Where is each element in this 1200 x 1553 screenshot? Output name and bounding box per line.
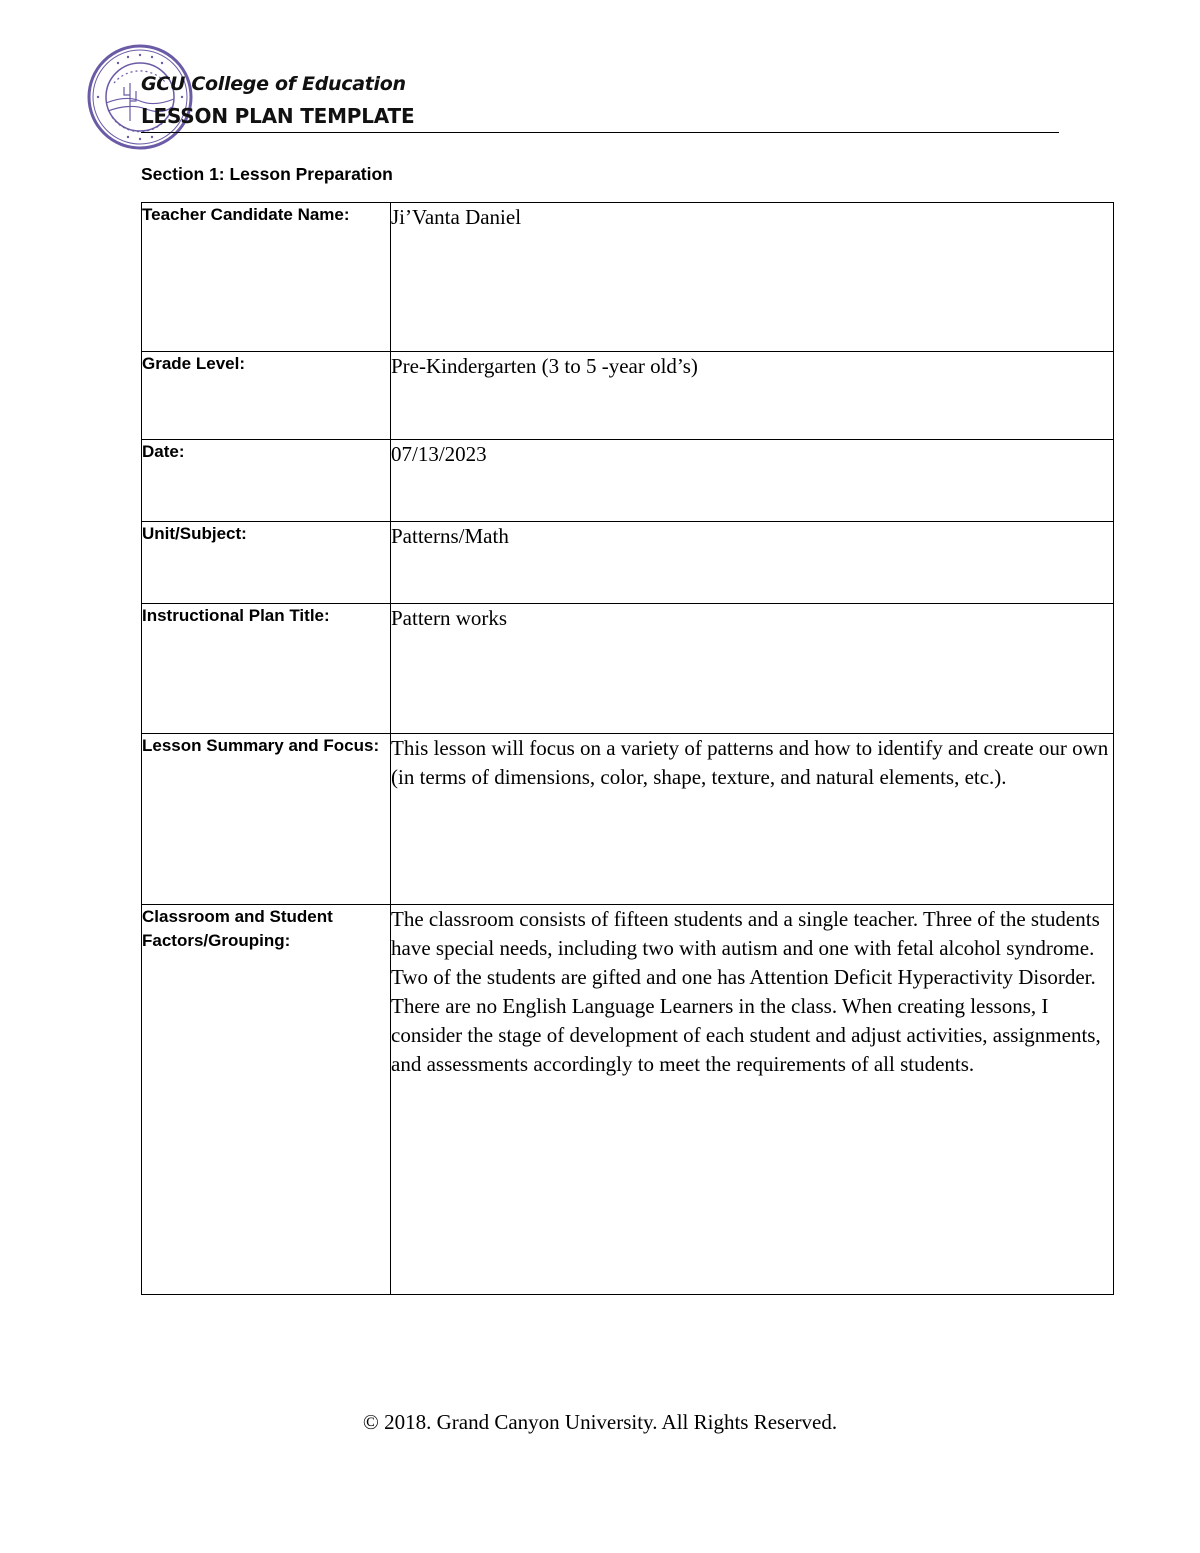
classroom-factors-value: The classroom consists of fifteen students and a single teacher. Three of the students have special needs, including two with autism and one with fetal alcohol syndrome. Two of the students are gifted and one has Attention Deficit Hyperactivity Disorder. There are no English Language Learners in the class. When creating lessons, I consider the stage of development of each student and adjust activities, assignments, and assessments accordingly to meet the requirements of all students.	[391, 905, 1114, 1295]
copyright-footer: © 2018. Grand Canyon University. All Rights Reserved.	[362, 1410, 838, 1434]
table-row	[142, 522, 1114, 604]
table-row	[142, 352, 1114, 440]
table-row	[142, 203, 1114, 352]
lesson-summary-label: Lesson Summary and Focus:	[142, 734, 391, 905]
table-row	[142, 440, 1114, 522]
unit-subject-label: Unit/Subject:	[142, 522, 391, 604]
lesson-summary-value: This lesson will focus on a variety of patterns and how to identify and create our own (in terms of dimensions, color, shape, texture, and natural elements, etc.).	[391, 734, 1114, 905]
unit-subject-value: Patterns/Math	[391, 522, 1114, 604]
date-label: Date:	[142, 440, 391, 522]
grade-level-label: Grade Level:	[142, 352, 391, 440]
college-name: GCU College of Education	[141, 73, 406, 95]
section-title: Section 1: Lesson Preparation	[141, 164, 393, 184]
lesson-preparation-table	[141, 202, 1114, 1295]
teacher-name-label: Teacher Candidate Name:	[142, 203, 391, 352]
date-value: 07/13/2023	[391, 440, 1114, 522]
university-seal-icon	[86, 43, 194, 151]
table-row	[142, 604, 1114, 734]
grade-level-value: Pre-Kindergarten (3 to 5 -year old’s)	[391, 352, 1114, 440]
plan-title-label: Instructional Plan Title:	[142, 604, 391, 734]
classroom-factors-label: Classroom and Student Factors/Grouping:	[142, 905, 391, 1295]
header-divider	[141, 132, 1059, 133]
teacher-name-value: Ji’Vanta Daniel	[391, 203, 1114, 352]
table-row	[142, 734, 1114, 905]
template-title: LESSON PLAN TEMPLATE	[141, 104, 415, 128]
table-row	[142, 905, 1114, 1295]
plan-title-value: Pattern works	[391, 604, 1114, 734]
